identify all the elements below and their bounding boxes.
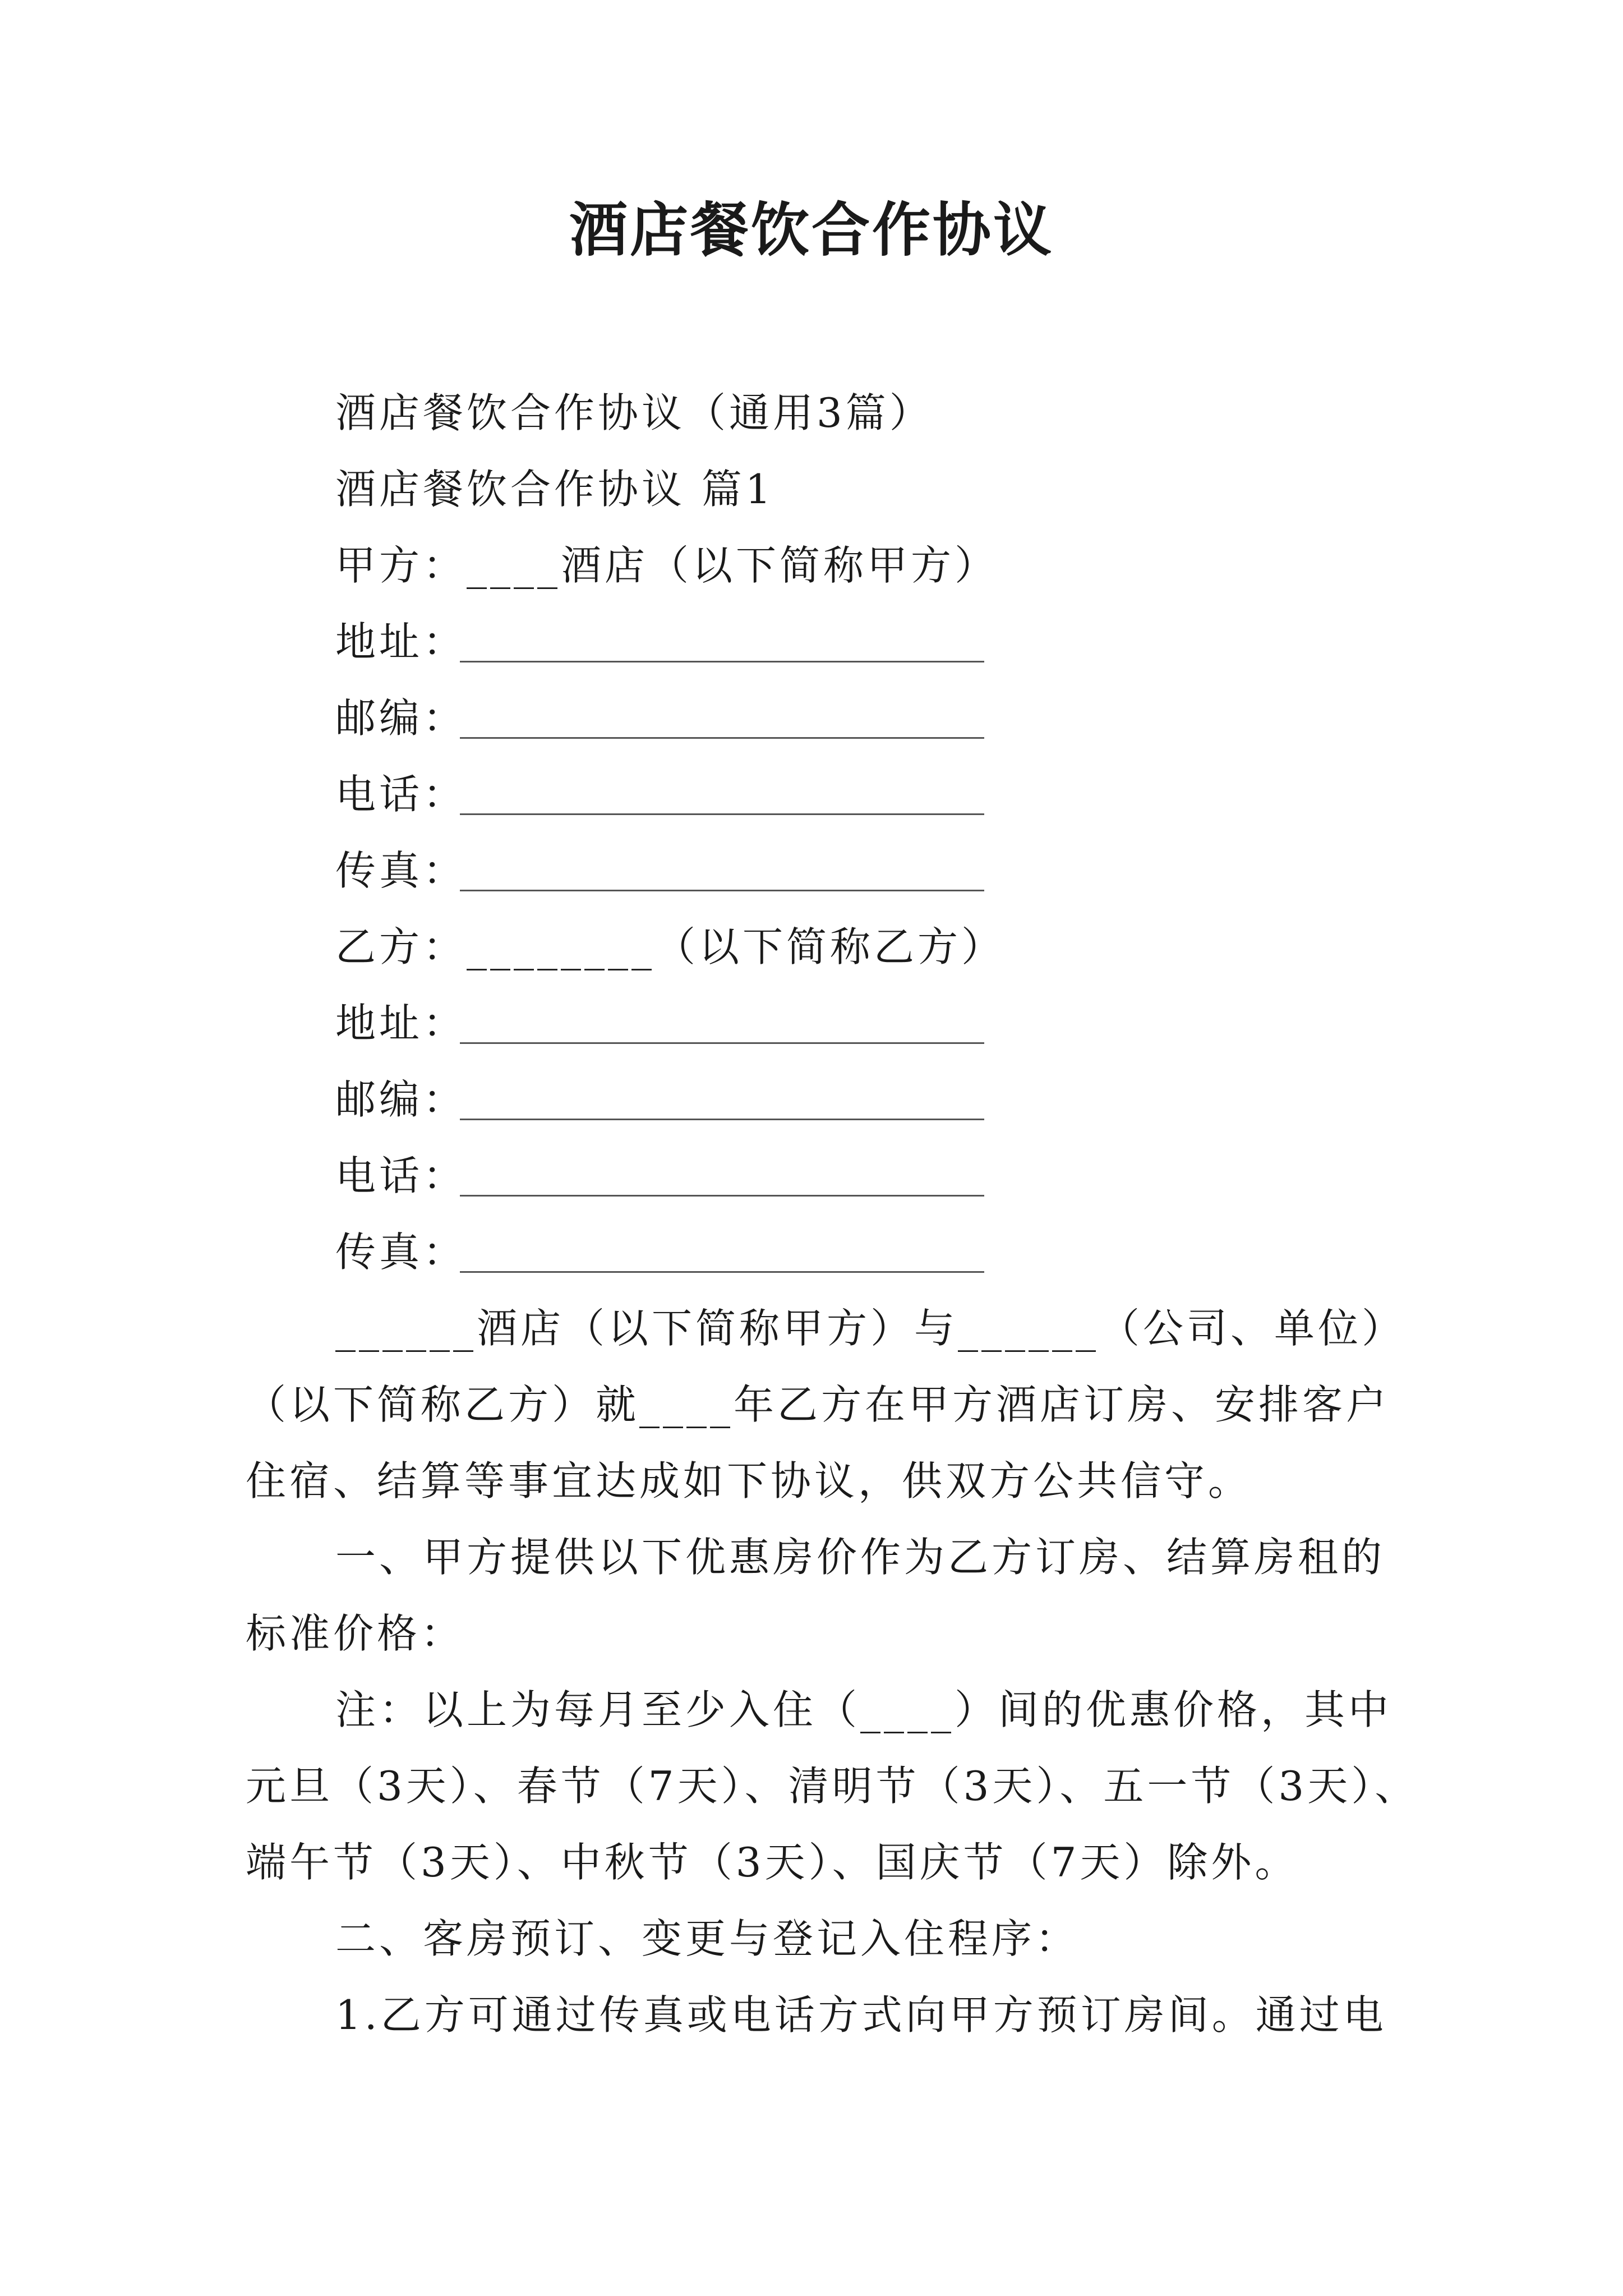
party-b-name-line: 乙方：________（以下简称乙方）	[335, 923, 1006, 970]
clause-1-line-1: 一、甲方提供以下优惠房价作为乙方订房、结算房租的	[335, 1534, 1386, 1581]
party-b-postcode-blank	[460, 1119, 984, 1120]
party-a-phone-blank	[460, 813, 984, 815]
note-line-1: 注：以上为每月至少入住（____）间的优惠价格，其中	[335, 1686, 1393, 1733]
party-a-address-label: 地址：	[335, 618, 467, 665]
party-b-fax-label: 传真：	[335, 1228, 467, 1276]
note-line-2: 元旦（3天）、春节（7天）、清明节（3天）、五一节（3天）、	[246, 1763, 1419, 1810]
party-b-fax-blank	[460, 1271, 984, 1273]
party-b-phone-blank	[460, 1195, 984, 1197]
party-a-postcode-blank	[460, 737, 984, 739]
party-a-phone-label: 电话：	[335, 771, 467, 818]
clause-2-heading: 二、客房预订、变更与登记入住程序：	[335, 1915, 1080, 1962]
intro-paragraph-line-3: 住宿、结算等事宜达成如下协议，供双方公共信守。	[246, 1457, 1252, 1504]
party-a-name-line: 甲方：____酒店（以下简称甲方）	[335, 542, 999, 589]
intro-paragraph-line-2: （以下简称乙方）就____年乙方在甲方酒店订房、安排客户	[246, 1381, 1390, 1428]
clause-1-line-2: 标准价格：	[246, 1610, 465, 1657]
section-heading: 酒店餐饮合作协议 篇1	[335, 466, 774, 513]
party-a-address-blank	[460, 661, 984, 662]
party-a-fax-label: 传真：	[335, 847, 467, 894]
party-b-phone-label: 电话：	[335, 1152, 467, 1199]
note-line-3: 端午节（3天）、中秋节（3天）、国庆节（7天）除外。	[246, 1839, 1299, 1886]
intro-paragraph-line-1: ______酒店（以下简称甲方）与______（公司、单位）	[335, 1305, 1406, 1352]
party-a-postcode-label: 邮编：	[335, 694, 467, 742]
party-b-postcode-label: 邮编：	[335, 1076, 467, 1123]
clause-2-item-1: 1.乙方可通过传真或电话方式向甲方预订房间。通过电	[335, 1991, 1387, 2039]
party-b-address-label: 地址：	[335, 1000, 467, 1047]
party-b-address-blank	[460, 1042, 984, 1044]
document-subtitle: 酒店餐饮合作协议（通用3篇）	[335, 389, 933, 436]
party-a-fax-blank	[460, 890, 984, 891]
document-title: 酒店餐饮合作协议	[569, 195, 1054, 264]
